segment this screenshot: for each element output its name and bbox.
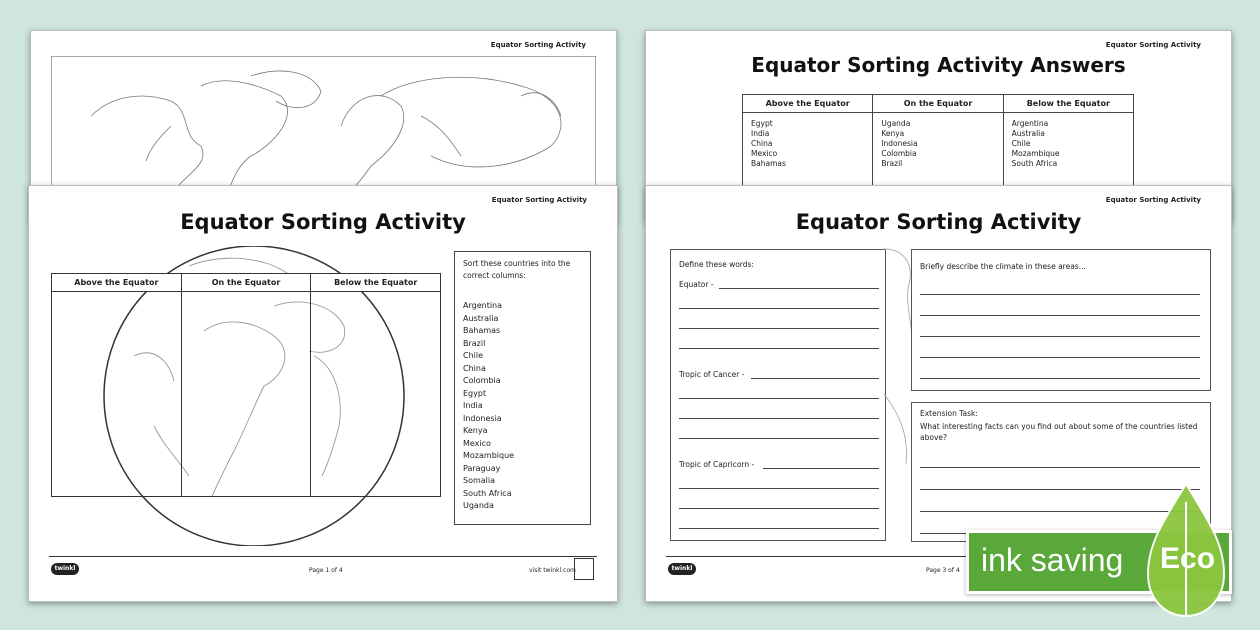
sort-sheet [28,185,618,602]
list-item: Australia [1011,129,1045,138]
list-item: Mozambique [463,451,515,460]
certified-badge-icon [574,558,594,580]
answers-column-heading: Below the Equator [1004,95,1133,113]
climate-box [911,249,1211,391]
term-label: Equator - [679,280,714,289]
extension-title: Extension Task: [920,409,978,418]
list-item: Mozambique [1011,149,1060,158]
sort-title: Equator Sorting Activity [180,210,466,234]
list-item: Bahamas [751,159,786,168]
map-sheet-header: Equator Sorting Activity [490,41,586,49]
list-item: Colombia [881,149,917,158]
list-item: Colombia [463,376,501,385]
sort-column-heading: On the Equator [182,274,311,292]
list-item: Egypt [751,119,773,128]
list-item: China [463,363,486,373]
list-item: India [463,401,483,410]
sort-sheet-header: Equator Sorting Activity [491,196,587,204]
term-label: Tropic of Capricorn - [679,460,755,469]
list-item: Indonesia [463,413,502,423]
list-item: Chile [463,351,484,360]
twinkl-logo: twinkl [51,563,79,575]
ink-saving-label: ink saving [981,542,1124,578]
list-item: Argentina [463,301,503,310]
answers-title: Equator Sorting Activity Answers [751,53,1126,77]
sort-column [52,274,182,496]
footer-divider [49,556,597,557]
define-title: Equator Sorting Activity [795,210,1082,234]
list-item: Chile [1011,139,1031,148]
list-item: Kenya [463,426,488,435]
list-item: South Africa [1011,159,1058,168]
list-item: Mexico [751,149,778,158]
list-item: Uganda [463,501,494,510]
answers-sheet-header: Equator Sorting Activity [1105,41,1201,49]
list-item: Paraguay [463,463,501,473]
define-sheet-header: Equator Sorting Activity [1105,196,1201,204]
list-item: Bahamas [463,326,501,335]
list-item: Indonesia [881,139,918,148]
eco-label: Eco [1160,542,1216,575]
term-label: Tropic of Cancer - [679,370,745,379]
sort-table [51,273,441,497]
answers-column-heading: Above the Equator [743,95,872,113]
list-item: Mexico [463,438,491,448]
sort-column-heading: Below the Equator [311,274,440,292]
twinkl-logo: twinkl [668,563,696,575]
list-item: Somalia [463,476,496,485]
define-box [670,249,886,541]
list-item: Australia [463,313,499,323]
answers-column-heading: On the Equator [873,95,1002,113]
list-item: Brazil [881,159,903,168]
sort-column-heading: Above the Equator [52,274,181,292]
extension-text: What interesting facts can you find out about some of the countries listed above? [920,422,1198,442]
list-item: Brazil [463,338,486,348]
page-number: Page 1 of 4 [309,567,343,574]
list-item: Uganda [881,119,911,128]
instruction-text: Sort these countries into the correct columns: [463,259,571,280]
world-map [51,56,596,196]
list-item: China [751,139,773,148]
climate-prompt: Briefly describe the climate in these areas... [920,262,1086,271]
sort-column [182,274,312,496]
list-item: Egypt [463,388,487,398]
sort-column [311,274,440,496]
list-item: Argentina [1011,119,1049,128]
site-link[interactable]: visit twinkl.com [529,567,576,574]
define-heading: Define these words: [679,260,754,269]
list-item: Kenya [881,129,905,138]
list-item: South Africa [463,488,512,498]
page-number: Page 3 of 4 [926,567,960,574]
country-list-box [454,251,591,525]
list-item: India [751,129,770,138]
